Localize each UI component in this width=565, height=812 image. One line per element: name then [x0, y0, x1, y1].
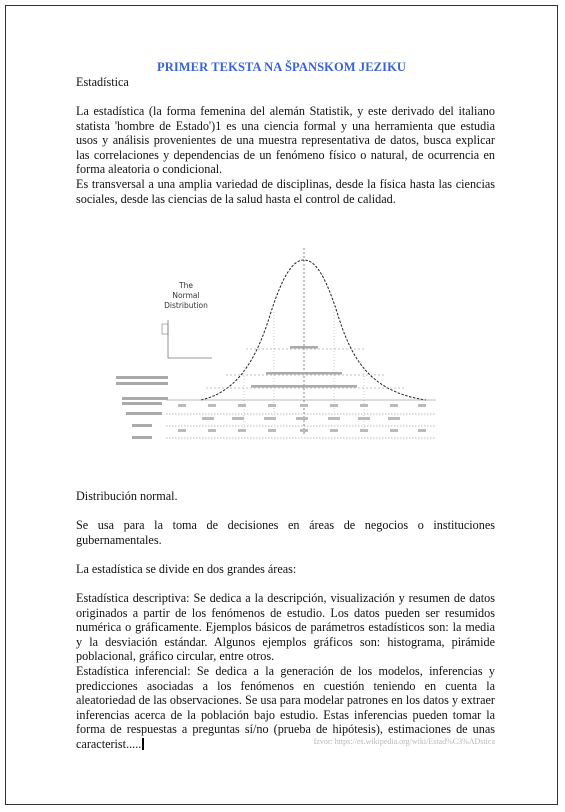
paragraph-areas: La estadística se divide en dos grandes áreas:: [76, 562, 297, 576]
paragraph-descriptive: Estadística descriptiva: Se dedica a la descripción, visualización y resumen de datos originados a partir de los fenómenos de estudio. Los datos pueden ser resumidos numérica o gráficamente. Ejemplos básicos de parámetros estadísticos son: la media y la desviación estándar. Algunos ejemplos gráficos son: histograma, pirámide poblacional, gráfico circular, entre otros.: [76, 591, 495, 664]
figure-caption-block: [76, 489, 495, 504]
areas-section: [76, 591, 495, 752]
figure-caption: Distribución normal.: [76, 489, 178, 503]
figure-title-line-3: Distribution: [164, 301, 208, 310]
usage-section: [76, 518, 495, 547]
paragraph-inferential-text: Estadística inferencial: Se dedica a la generación de los modelos, inferencias y predicciones asociadas a los fenómenos en cuestión teniendo en cuenta la aleatoriedad de las observaciones. Se usa para modelar patrones en los datos y extraer inferencias acerca de la población bajo estudio. Estas inferencias pueden tomar la forma de respuestas a preguntas sí/no (prueba de hipótesis), estimaciones de unas caracterist.....: [76, 663, 495, 751]
paragraph-definition: La estadística (la forma femenina del alemán Statistik, y este derivado del italiano statista 'hombre de Estado')1 es una ciencia formal y una herramienta que estudia usos y análisis provenientes de una muestra representativa de datos, busca explicar las correlaciones y dependencias de un fenómeno físico o natural, de ocurrencia en forma aleatoria o condicional.: [76, 104, 495, 177]
heading-estadistica: Estadística: [76, 75, 129, 89]
document-title: PRIMER TEKSTA NA ŠPANSKOM JEZIKU: [156, 60, 407, 74]
intro-section: [76, 104, 495, 206]
figure-title-line-2: Normal: [172, 291, 200, 300]
section-heading: [76, 75, 495, 90]
normal-distribution-figure: [106, 242, 436, 442]
source-note: Izvor: https://es.wikipedia.org/wiki/Estad%C3%ADstica: [313, 737, 495, 746]
paragraph-transversal: Es transversal a una amplia variedad de disciplinas, desde la física hasta las ciencias sociales, desde las ciencias de la salud hasta el control de calidad.: [76, 176, 495, 206]
text-cursor: [142, 738, 144, 750]
normal-distribution-image: [106, 242, 436, 442]
areas-intro-block: [76, 562, 495, 577]
paragraph-usage: Se usa para la toma de decisiones en áreas de negocios o instituciones gubernamentales.: [76, 518, 495, 547]
document-page: [5, 5, 558, 805]
figure-title-line-1: The: [179, 281, 193, 290]
